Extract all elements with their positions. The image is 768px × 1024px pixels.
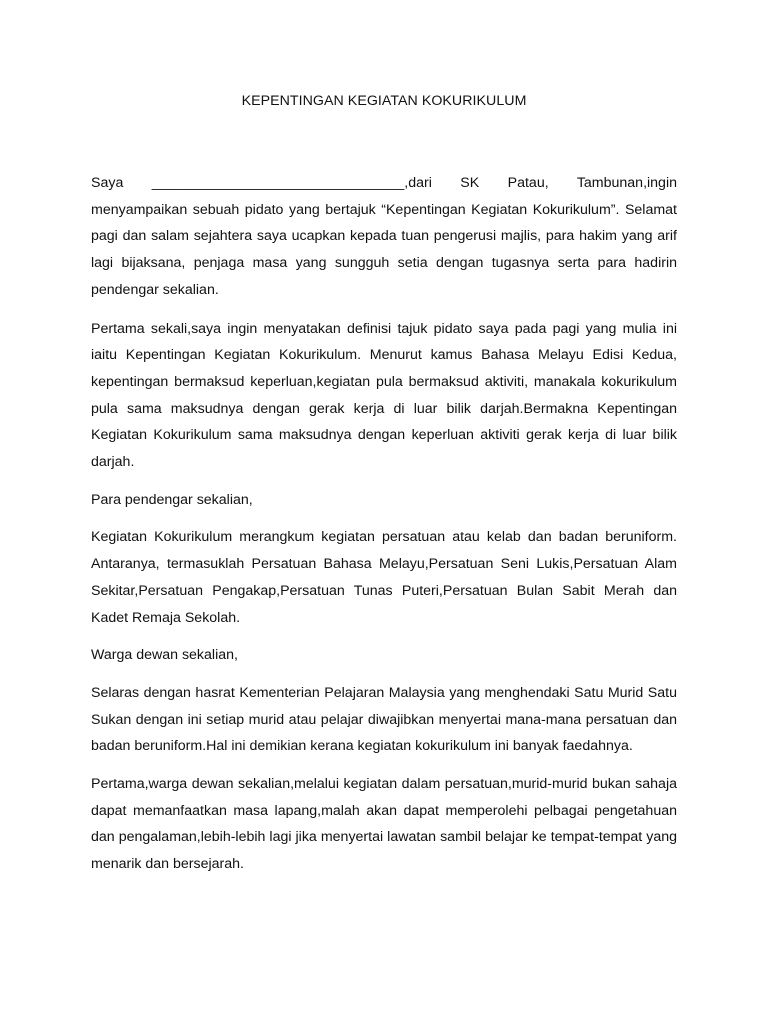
document-body	[91, 170, 677, 889]
paragraph-address-audience: Para pendengar sekalian,	[91, 491, 253, 508]
paragraph-intro: Saya ________________________________,dari SK Patau, Tambunan,ingin menyampaikan sebuah pidato yang bertajuk “Kepentingan Kegiatan Kokurikulum”. Selamat pagi dan salam sejahtera saya ucapkan kepada tuan pengerusi majlis, para hakim yang arif lagi bijaksana, penjaga masa yang sungguh setia dengan tugasnya serta para hadirin pendengar sekalian.	[91, 175, 677, 298]
paragraph-definition: Pertama sekali,saya ingin menyatakan definisi tajuk pidato saya pada pagi yang mulia ini iaitu Kepentingan Kegiatan Kokurikulum. Menurut kamus Bahasa Melayu Edisi Kedua, kepentingan bermaksud keperluan,kegiatan pula bermaksud aktiviti, manakala kokurikulum pula sama maksudnya dengan gerak kerja di luar bilik darjah.Bermakna Kepentingan Kegiatan Kokurikulum sama maksudnya dengan keperluan aktiviti gerak kerja di luar bilik darjah.	[91, 320, 677, 471]
paragraph-ministry: Selaras dengan hasrat Kementerian Pelajaran Malaysia yang menghendaki Satu Murid Satu Sukan dengan ini setiap murid atau pelajar diwajibkan menyertai mana-mana persatuan dan badan beruniform.Hal ini demikian kerana kegiatan kokurikulum ini banyak faedahnya.	[91, 684, 677, 755]
paragraph-address-hall: Warga dewan sekalian,	[91, 647, 238, 664]
paragraph-benefit-first: Pertama,warga dewan sekalian,melalui kegiatan dalam persatuan,murid-murid bukan sahaja dapat memanfaatkan masa lapang,malah akan dapat memperolehi pelbagai pengetahuan dan pengalaman,lebih-lebih lagi jika menyertai lawatan sambil belajar ke tempat-tempat yang menarik dan bersejarah.	[91, 776, 677, 873]
document-title: KEPENTINGAN KEGIATAN KOKURIKULUM	[241, 93, 527, 109]
paragraph-activities: Kegiatan Kokurikulum merangkum kegiatan persatuan atau kelab dan badan beruniform. Antaranya, termasuklah Persatuan Bahasa Melayu,Persatuan Seni Lukis,Persatuan Alam Sekitar,Persatuan Pengakap,Persatuan Tunas Puteri,Persatuan Bulan Sabit Merah dan Kadet Remaja Sekolah.	[91, 529, 677, 626]
